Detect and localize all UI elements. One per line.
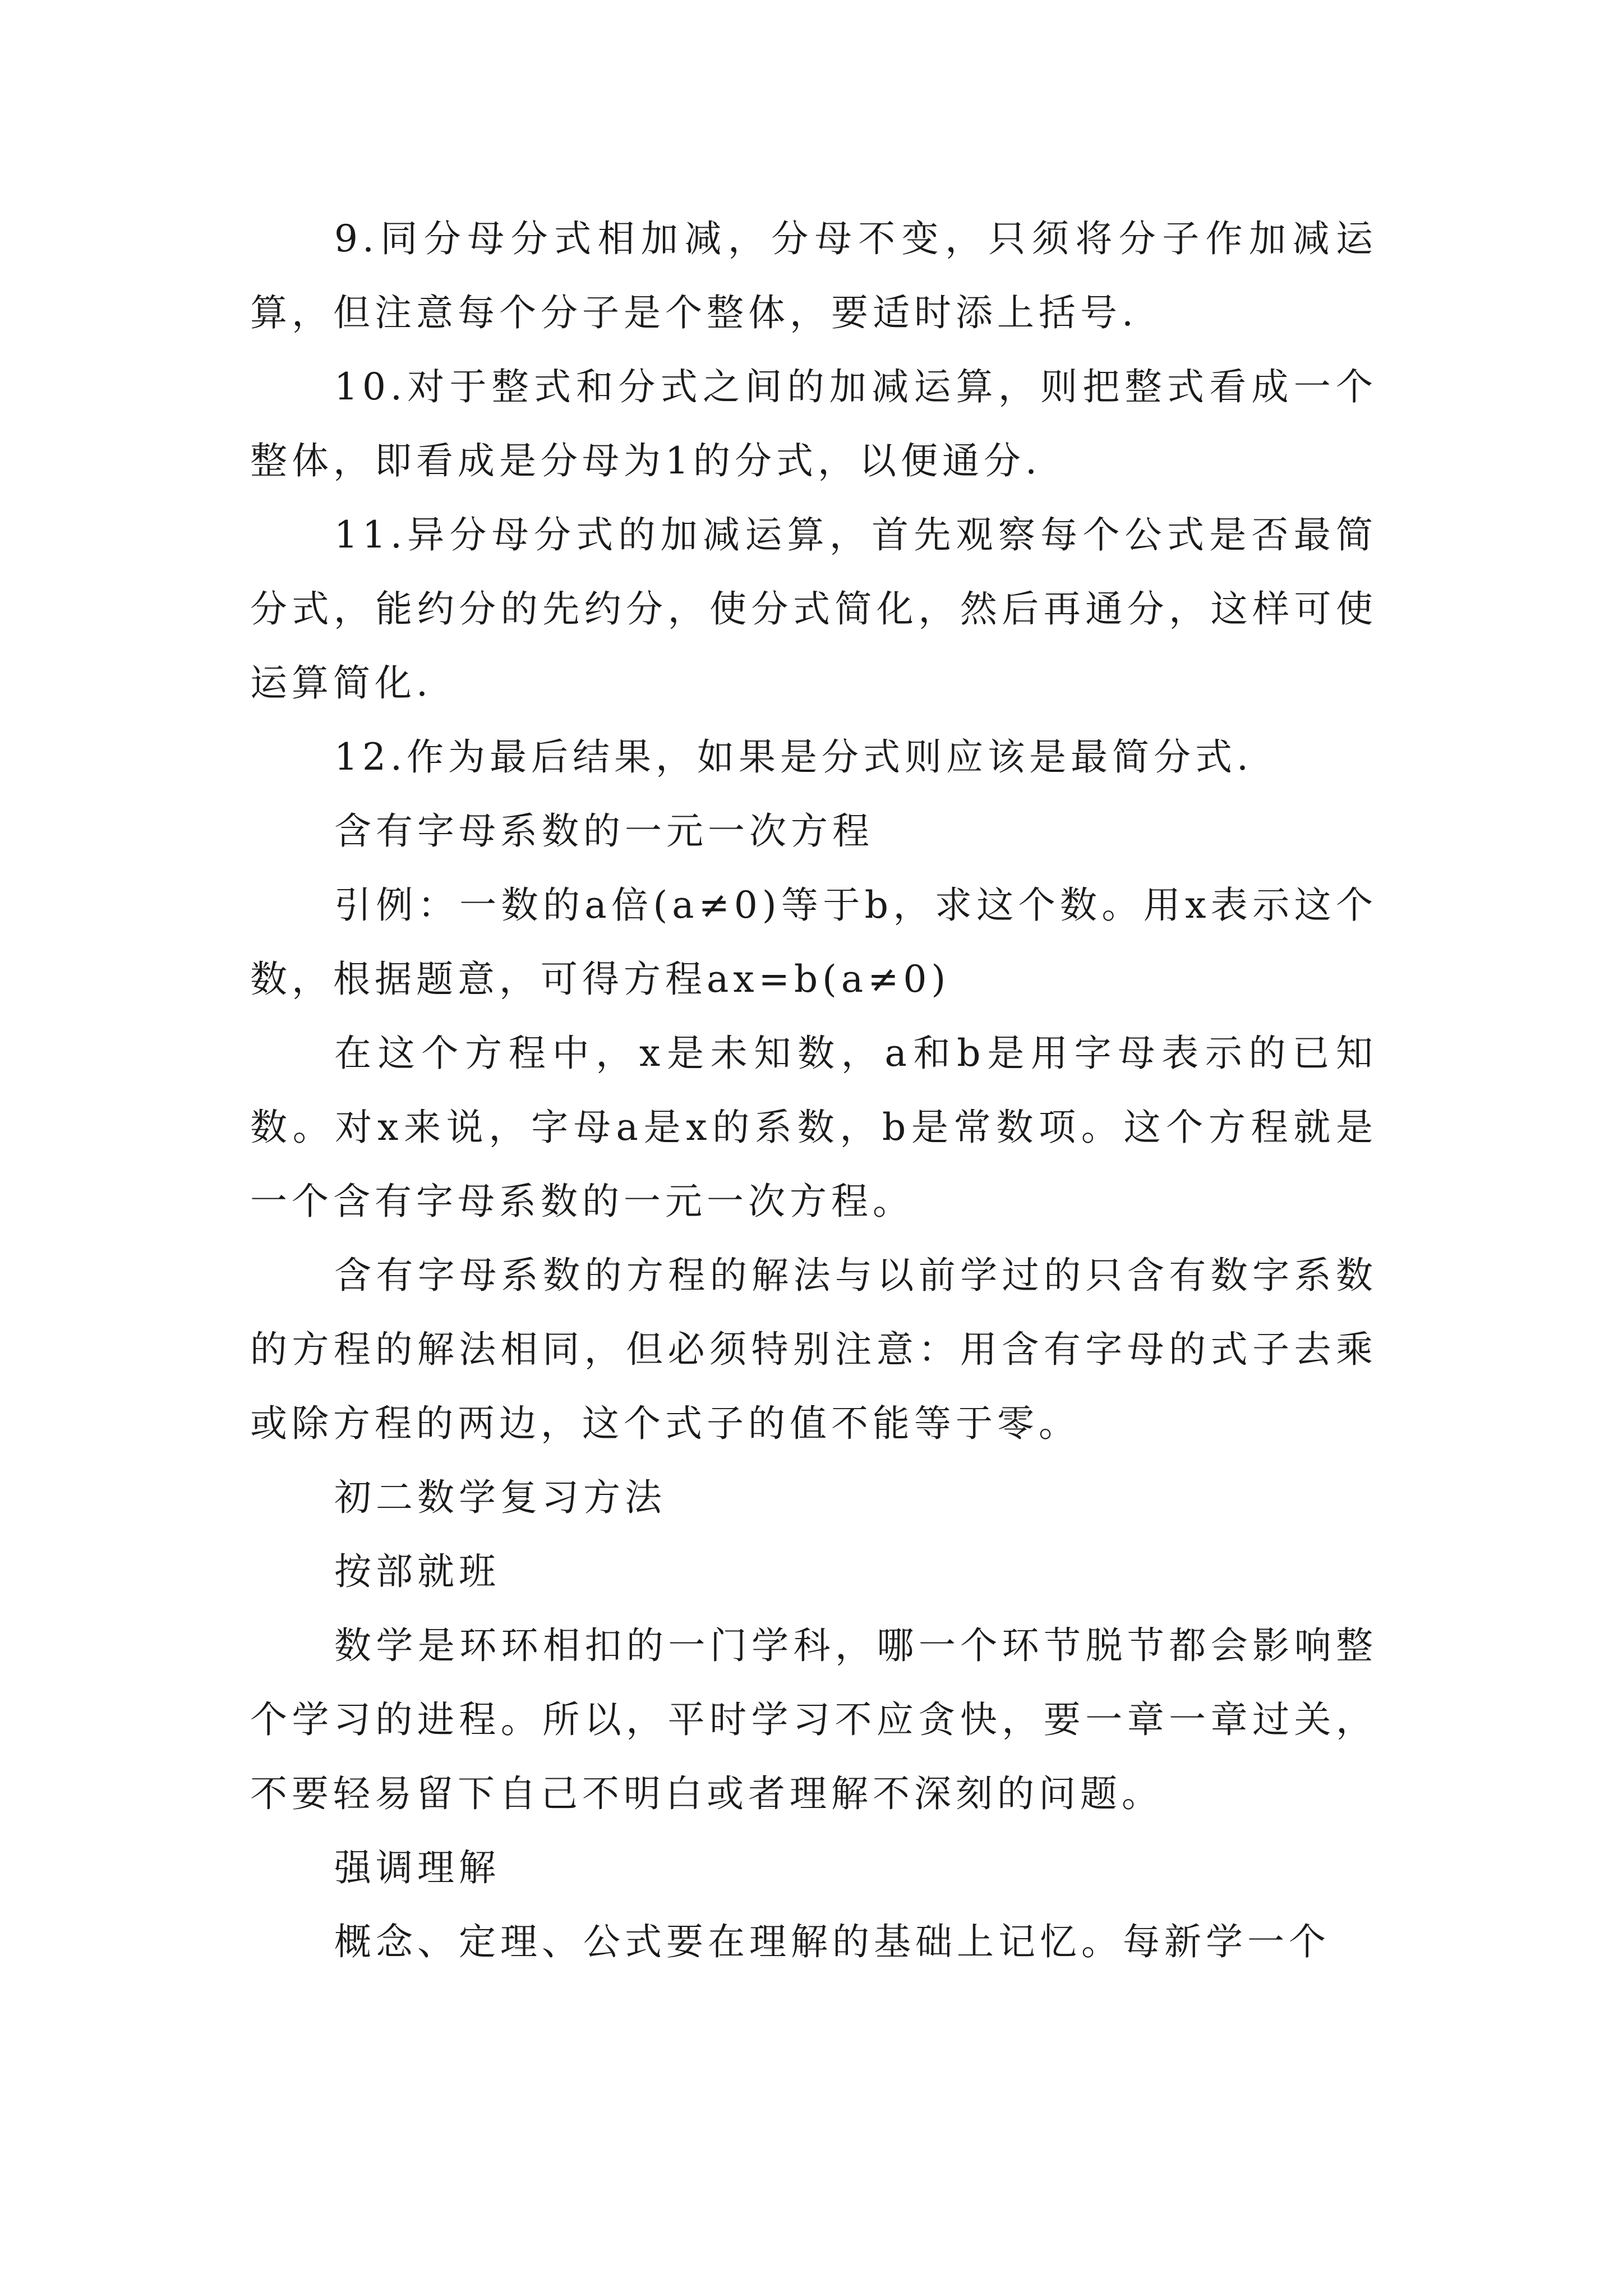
paragraph-fraction-rule-10: 10.对于整式和分式之间的加减运算，则把整式看成一个整体，即看成是分母为1的分式，以便通分. — [250, 365, 1377, 482]
subheading-understanding: 强调理解 — [334, 1846, 500, 1889]
paragraph-equation-explanation: 在这个方程中，x是未知数，a和b是用字母表示的已知数。对x来说，字母a是x的系数，b是常数项。这个方程就是一个含有字母系数的一元一次方程。 — [250, 1032, 1377, 1223]
paragraph-solving-note: 含有字母系数的方程的解法与以前学过的只含有数字系数的方程的解法相同，但必须特别注意：用含有字母的式子去乘或除方程的两边，这个式子的值不能等于零。 — [250, 1254, 1377, 1445]
section-heading-equation: 含有字母系数的一元一次方程 — [334, 809, 874, 853]
subheading-step-by-step: 按部就班 — [334, 1550, 500, 1593]
section-heading-review-methods: 初二数学复习方法 — [334, 1476, 666, 1519]
document-body — [250, 202, 1377, 1979]
paragraph-understanding: 概念、定理、公式要在理解的基础上记忆。每新学一个 — [334, 1920, 1330, 1963]
paragraph-fraction-rule-9: 9.同分母分式相加减，分母不变，只须将分子作加减运算，但注意每个分子是个整体，要适时添上括号. — [250, 217, 1377, 334]
paragraph-fraction-rule-11: 11.异分母分式的加减运算，首先观察每个公式是否最简分式，能约分的先约分，使分式简化，然后再通分，这样可使运算简化. — [250, 513, 1377, 705]
paragraph-example: 引例：一数的a倍(a≠0)等于b，求这个数。用x表示这个数，根据题意，可得方程ax=b(a≠0) — [250, 884, 1377, 1001]
paragraph-fraction-rule-12: 12.作为最后结果，如果是分式则应该是最简分式. — [334, 735, 1253, 779]
paragraph-step-by-step: 数学是环环相扣的一门学科，哪一个环节脱节都会影响整个学习的进程。所以，平时学习不应贪快，要一章一章过关，不要轻易留下自己不明白或者理解不深刻的问题。 — [250, 1624, 1377, 1815]
